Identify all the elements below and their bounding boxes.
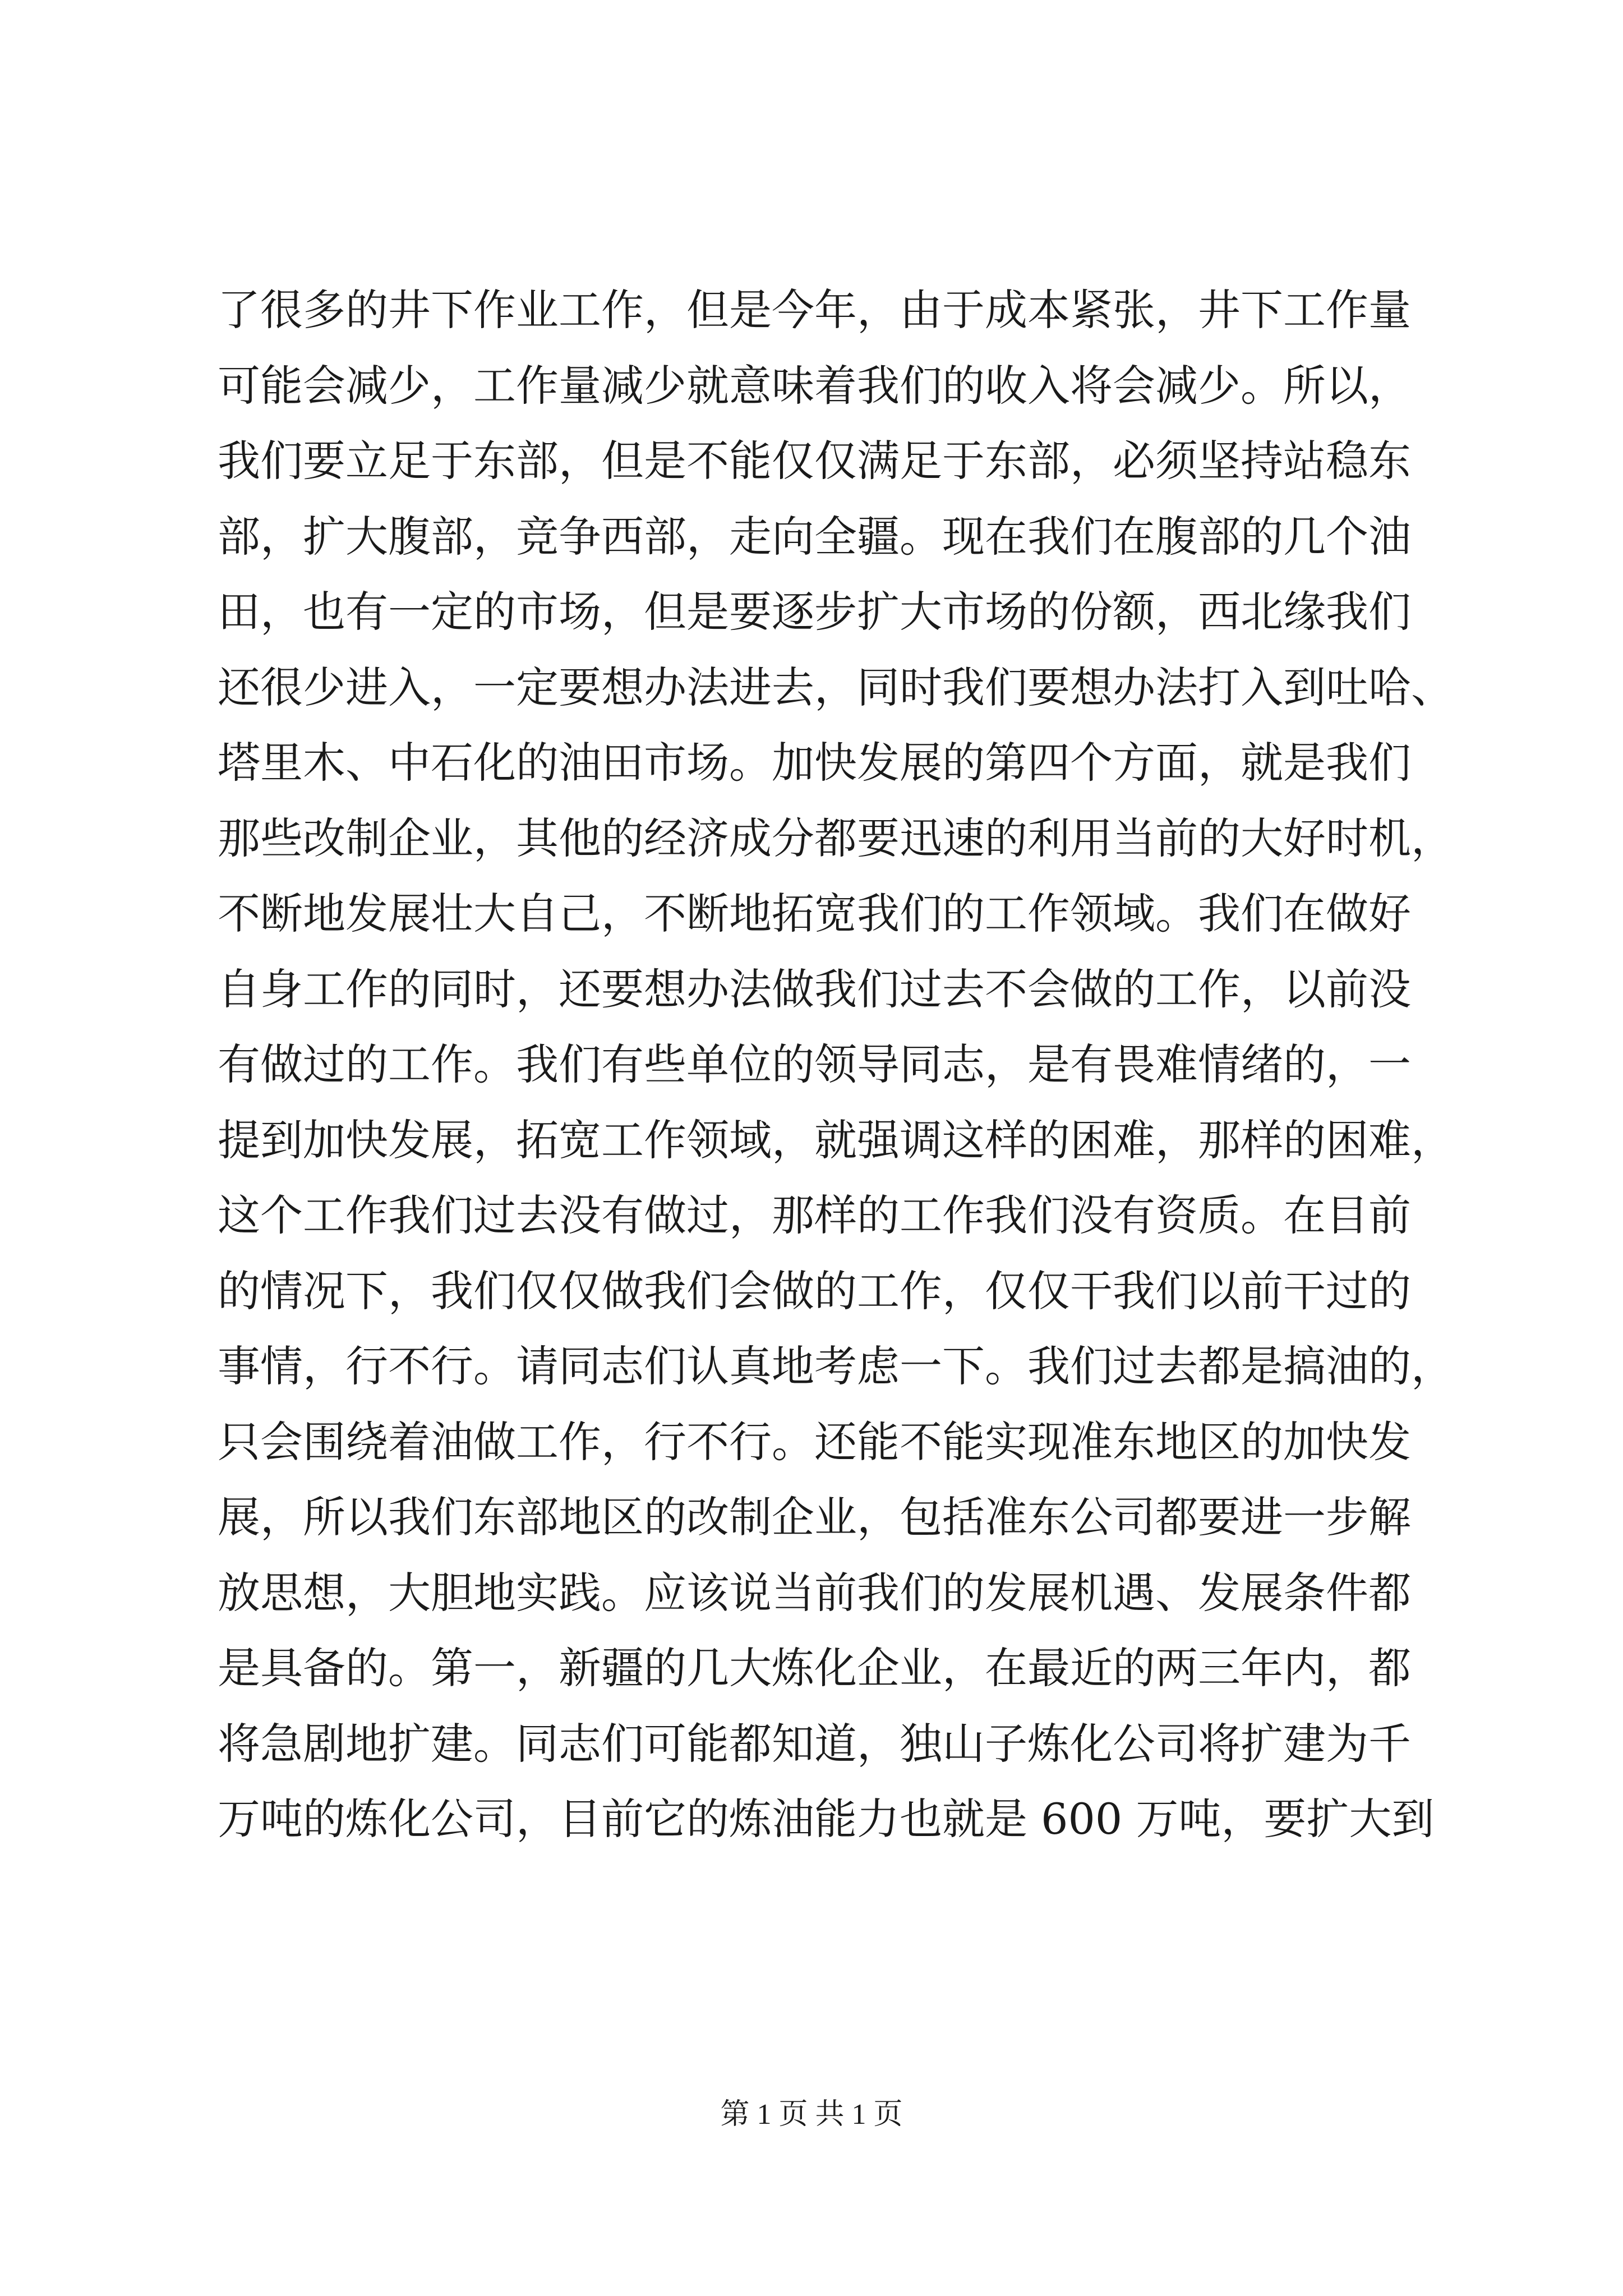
text-line: 放思想，大胆地实践。应该说当前我们的发展机遇、发展条件都 — [218, 1567, 1411, 1618]
text-line: 自身工作的同时，还要想办法做我们过去不会做的工作，以前没 — [218, 964, 1411, 1014]
text-line: 田，也有一定的市场，但是要逐步扩大市场的份额，西北缘我们 — [218, 587, 1411, 637]
text-line: 事情，行不行。请同志们认真地考虑一下。我们过去都是搞油的， — [218, 1341, 1454, 1391]
text-line: 部，扩大腹部，竞争西部，走向全疆。现在我们在腹部的几个油 — [218, 511, 1411, 562]
text-line: 只会围绕着油做工作，行不行。还能不能实现准东地区的加快发 — [218, 1416, 1411, 1467]
text-line: 那些改制企业，其他的经济成分都要迅速的利用当前的大好时机， — [218, 813, 1454, 863]
text-line: 的情况下，我们仅仅做我们会做的工作，仅仅干我们以前干过的 — [218, 1266, 1411, 1316]
text-line: 万吨的炼化公司，目前它的炼油能力也就是 600 万吨，要扩大到 — [218, 1794, 1435, 1844]
text-line: 还很少进入，一定要想办法进去，同时我们要想办法打入到吐哈、 — [218, 662, 1454, 712]
text-line: 可能会减少，工作量减少就意味着我们的收入将会减少。所以， — [218, 360, 1411, 411]
body-text — [218, 273, 1454, 1857]
text-line: 不断地发展壮大自己，不断地拓宽我们的工作领域。我们在做好 — [218, 889, 1411, 938]
text-line: 是具备的。第一，新疆的几大炼化企业，在最近的两三年内，都 — [218, 1643, 1411, 1693]
text-line: 将急剧地扩建。同志们可能都知道，独山子炼化公司将扩建为千 — [218, 1718, 1411, 1769]
text-line: 塔里木、中石化的油田市场。加快发展的第四个方面，就是我们 — [218, 738, 1411, 788]
text-line: 展，所以我们东部地区的改制企业，包括准东公司都要进一步解 — [218, 1492, 1411, 1542]
text-line: 我们要立足于东部，但是不能仅仅满足于东部，必须坚持站稳东 — [218, 436, 1411, 486]
text-line: 这个工作我们过去没有做过，那样的工作我们没有资质。在目前 — [218, 1190, 1411, 1240]
page-footer: 第 1 页 共 1 页 — [720, 2099, 903, 2131]
text-line: 了很多的井下作业工作，但是今年，由于成本紧张，井下工作量 — [218, 285, 1411, 335]
text-line: 提到加快发展，拓宽工作领域，就强调这样的困难，那样的困难， — [218, 1115, 1454, 1165]
text-line: 有做过的工作。我们有些单位的领导同志，是有畏难情绪的，一 — [218, 1039, 1411, 1089]
